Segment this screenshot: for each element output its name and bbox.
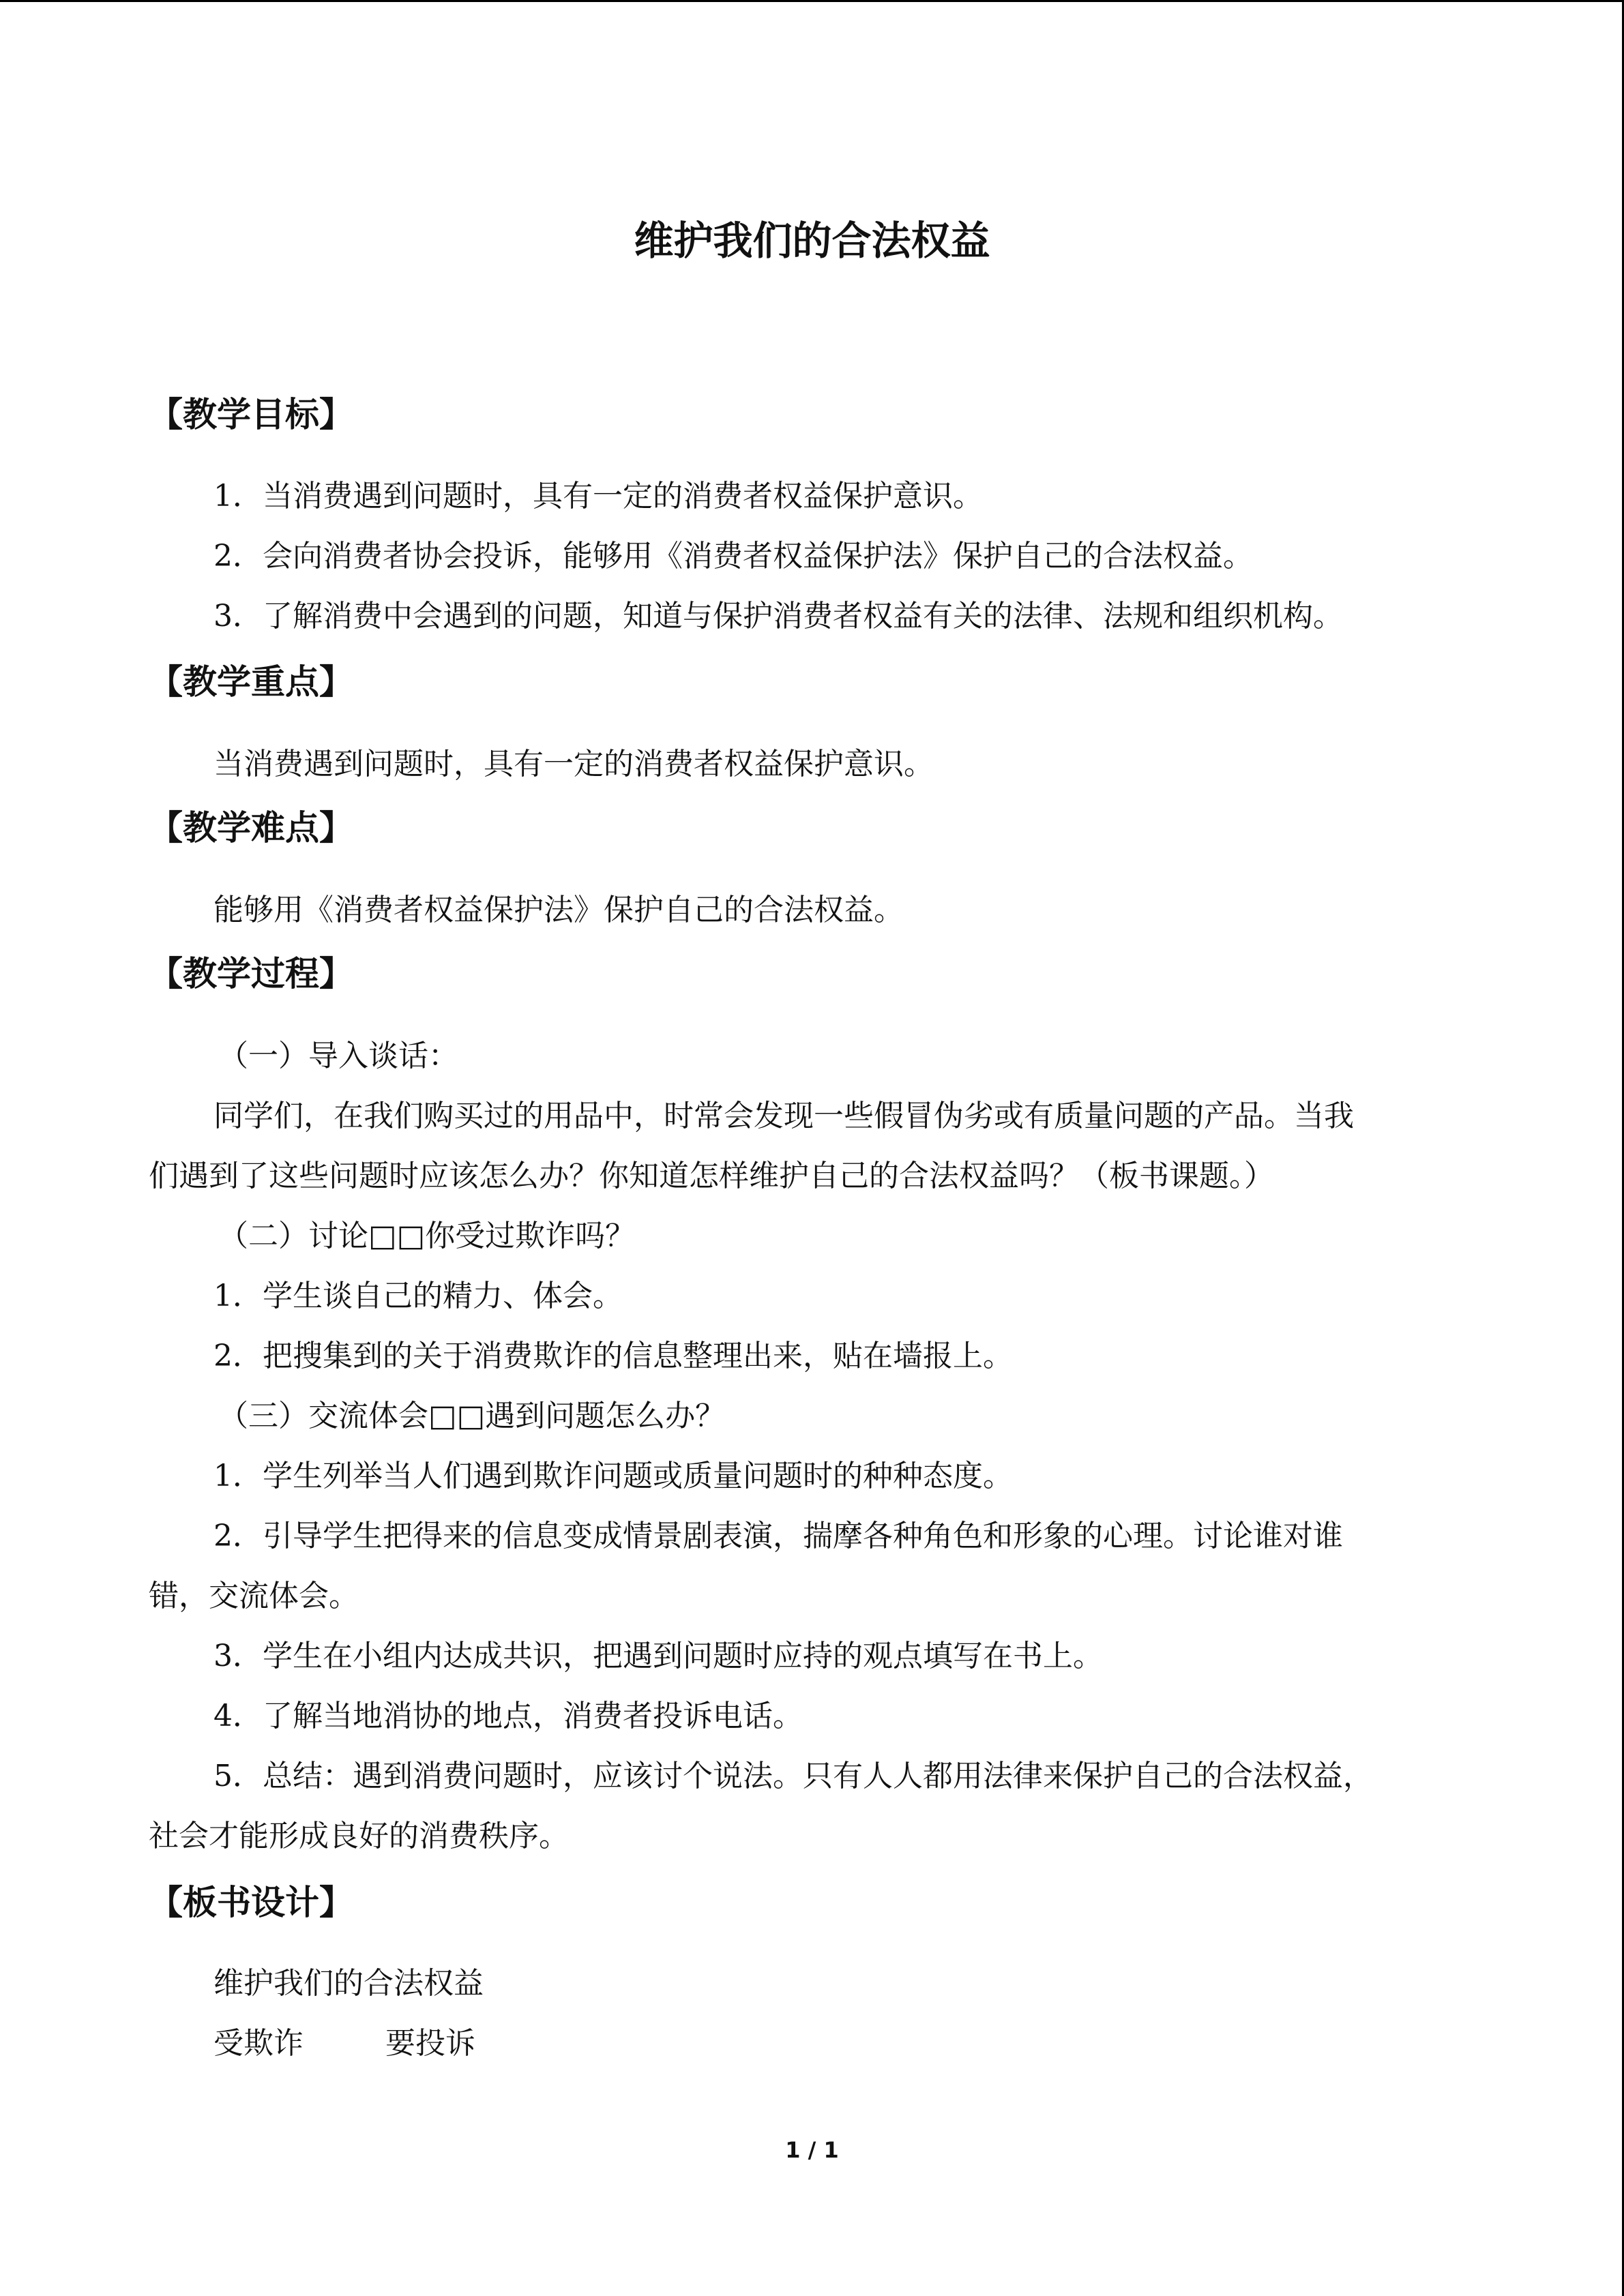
key-points-text: 当消费遇到问题时，具有一定的消费者权益保护意识。 bbox=[213, 747, 934, 781]
process-part3-item-3: 3．学生在小组内达成共识，把遇到问题时应持的观点填写在书上。 bbox=[213, 1639, 1103, 1673]
process-part2-item-1: 1．学生谈自己的精力、体会。 bbox=[213, 1279, 623, 1313]
board-line-2-right: 要投诉 bbox=[385, 2026, 475, 2061]
board-line-1: 维护我们的合法权益 bbox=[213, 1966, 484, 2001]
page-number: 1 / 1 bbox=[785, 2137, 839, 2163]
process-part3-item-2-line1: 2．引导学生把得来的信息变成情景剧表演，揣摩各种角色和形象的心理。讨论谁对谁 bbox=[213, 1519, 1343, 1553]
board-line-2 bbox=[213, 2023, 475, 2064]
process-part1-title: （一）导入谈话： bbox=[218, 1039, 458, 1073]
process-part3-item-5-line2: 社会才能形成良好的消费秩序。 bbox=[149, 1819, 569, 1853]
difficulties-text: 能够用《消费者权益保护法》保护自己的合法权益。 bbox=[213, 893, 904, 927]
heading-difficulties: 【教学难点】 bbox=[149, 808, 353, 848]
process-part1-line2: 们遇到了这些问题时应该怎么办？你知道怎样维护自己的合法权益吗？（板书课题。） bbox=[149, 1159, 1274, 1193]
process-part1-line1: 同学们，在我们购买过的用品中，时常会发现一些假冒伪劣或有质量问题的产品。当我 bbox=[213, 1099, 1354, 1133]
process-part3-item-5-line1: 5．总结：遇到消费问题时，应该讨个说法。只有人人都用法律来保护自己的合法权益， bbox=[213, 1759, 1373, 1793]
process-part3-item-2-line2: 错，交流体会。 bbox=[149, 1579, 359, 1613]
document-title: 维护我们的合法权益 bbox=[634, 218, 990, 264]
heading-objectives: 【教学目标】 bbox=[149, 395, 353, 434]
process-part3-item-4: 4．了解当地消协的地点，消费者投诉电话。 bbox=[213, 1699, 803, 1733]
process-part2-title: （二）讨论□□你受过欺诈吗？ bbox=[218, 1219, 636, 1253]
process-part2-item-2: 2．把搜集到的关于消费欺诈的信息整理出来，贴在墙报上。 bbox=[213, 1339, 1013, 1373]
objective-item-3: 3．了解消费中会遇到的问题，知道与保护消费者权益有关的法律、法规和组织机构。 bbox=[213, 599, 1343, 633]
heading-process: 【教学过程】 bbox=[149, 954, 353, 994]
board-line-2-left: 受欺诈 bbox=[213, 2026, 304, 2061]
heading-key-points: 【教学重点】 bbox=[149, 662, 353, 702]
process-part3-title: （三）交流体会□□遇到问题怎么办？ bbox=[218, 1399, 726, 1433]
process-part3-item-1: 1．学生列举当人们遇到欺诈问题或质量问题时的种种态度。 bbox=[213, 1459, 1013, 1493]
objective-item-2: 2．会向消费者协会投诉，能够用《消费者权益保护法》保护自己的合法权益。 bbox=[213, 539, 1253, 573]
objective-item-1: 1．当消费遇到问题时，具有一定的消费者权益保护意识。 bbox=[213, 479, 983, 513]
heading-board-design: 【板书设计】 bbox=[149, 1883, 353, 1922]
